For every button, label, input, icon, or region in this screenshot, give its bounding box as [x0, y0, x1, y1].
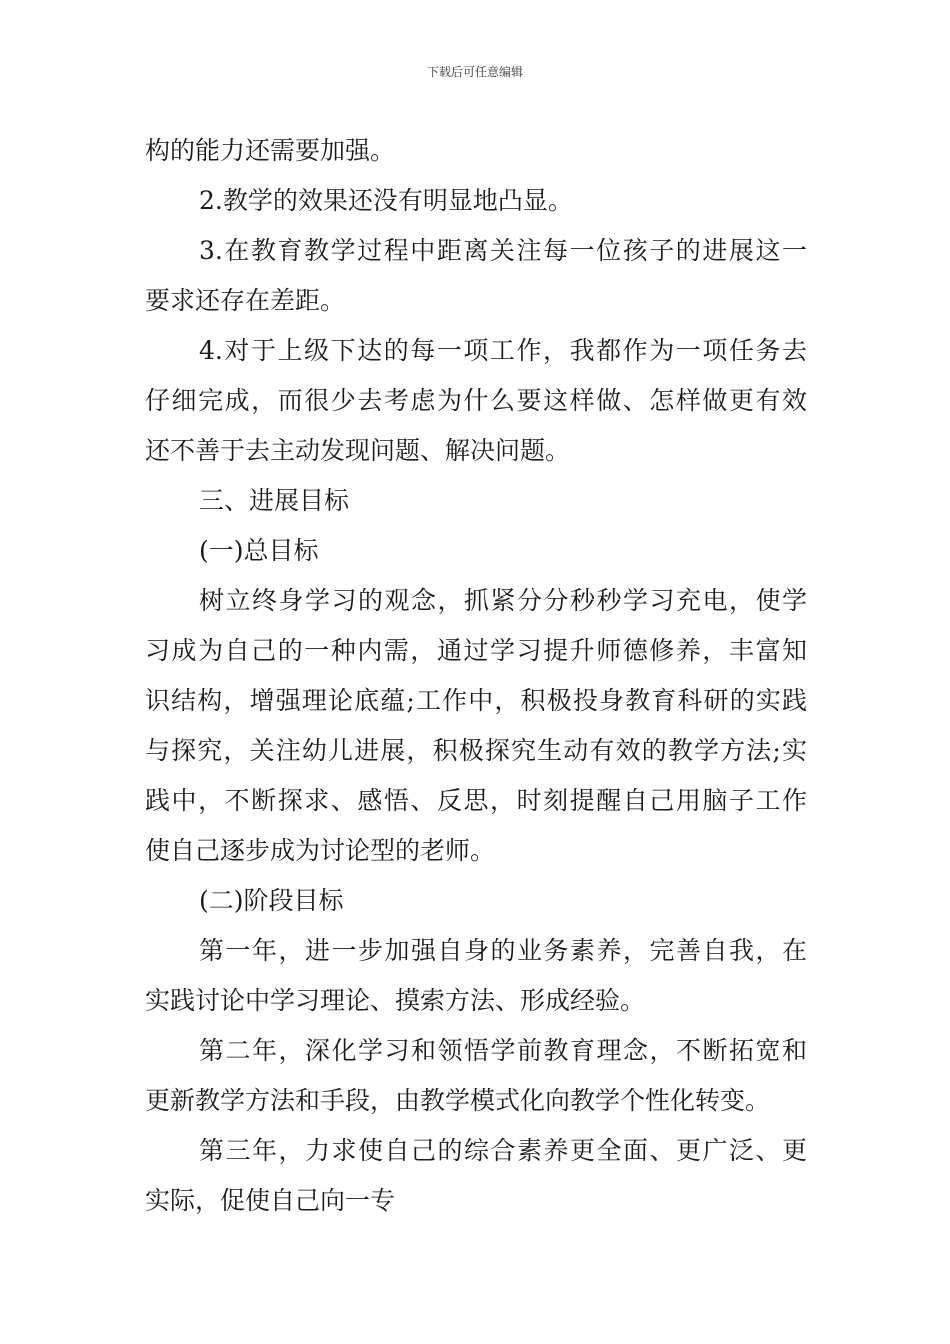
text-line-12: 识结构，增强理论底蕴;工作中，积极投身教育科研的实践 [145, 686, 807, 715]
text-line-3: 3.在教育教学过程中距离关注每一位孩子的进展这一 [199, 236, 807, 265]
section-heading-3: 三、进展目标 [199, 486, 350, 515]
text-line-5: 4.对于上级下达的每一项工作，我都作为一项任务去 [199, 336, 807, 365]
text-line-21: 第三年，力求使自己的综合素养更全面、更广泛、更 [199, 1136, 807, 1165]
text-line-20: 更新教学方法和手段，由教学模式化向教学个性化转变。 [145, 1086, 771, 1115]
subheading-stage-goal: (二)阶段目标 [199, 886, 344, 915]
text-line-6: 仔细完成，而很少去考虑为什么要这样做、怎样做更有效 [145, 386, 807, 415]
text-line-19: 第二年，深化学习和领悟学前教育理念，不断拓宽和 [199, 1036, 807, 1065]
text-line-22: 实际，促使自己向一专 [145, 1186, 396, 1215]
document-body [145, 126, 807, 1226]
text-line-13: 与探究，关注幼儿进展，积极探究生动有效的教学方法;实 [145, 736, 807, 765]
text-line-10: 树立终身学习的观念，抓紧分分秒秒学习充电，使学 [199, 586, 807, 615]
text-line-11: 习成为自己的一种内需，通过学习提升师德修养，丰富知 [145, 636, 807, 665]
text-line-17: 第一年，进一步加强自身的业务素养，完善自我，在 [199, 936, 807, 965]
subheading-overall-goal: (一)总目标 [199, 536, 319, 565]
text-line-15: 使自己逐步成为讨论型的老师。 [145, 836, 496, 865]
text-line-4: 要求还存在差距。 [145, 286, 346, 315]
text-line-7: 还不善于去主动发现问题、解决问题。 [145, 436, 571, 465]
page-header: 下载后可任意编辑 [426, 65, 523, 79]
text-line-2: 2.教学的效果还没有明显地凸显。 [199, 186, 573, 215]
text-line-1: 构的能力还需要加强。 [145, 136, 396, 165]
text-line-14: 践中，不断探求、感悟、反思，时刻提醒自己用脑子工作 [145, 786, 807, 815]
text-line-18: 实践讨论中学习理论、摸索方法、形成经验。 [145, 986, 646, 1015]
